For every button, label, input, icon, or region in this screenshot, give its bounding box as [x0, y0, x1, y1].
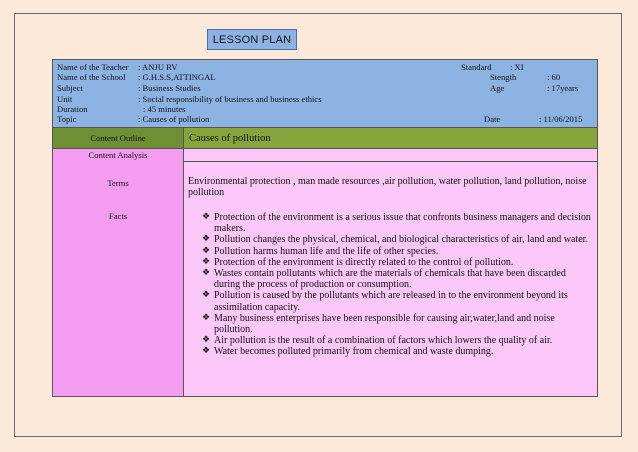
strength-label: Stength — [490, 72, 517, 82]
fact-text: Air pollution is the result of a combination of factors which lowers the quality of air. — [214, 335, 553, 347]
subject-value: : Business Studies — [138, 83, 201, 93]
facts-label: Facts — [108, 211, 128, 221]
unit-label: Unit — [57, 94, 73, 104]
date-value: : 11/06/2015 — [539, 114, 583, 124]
diamond-bullet-icon: ❖ — [202, 312, 211, 323]
fact-text: Pollution harms human life and the life of other species. — [214, 245, 439, 257]
age-label: Age — [490, 83, 505, 93]
topic-value: : Causes of pollution — [138, 114, 210, 124]
diamond-bullet-icon: ❖ — [202, 234, 211, 245]
content-body-column — [184, 149, 597, 396]
facts-list — [202, 212, 594, 358]
diamond-bullet-icon: ❖ — [202, 290, 211, 301]
content-outline-row — [52, 128, 598, 149]
standard-label: Standard — [461, 62, 492, 72]
diamond-bullet-icon: ❖ — [202, 346, 211, 357]
strength-value: : 60 — [547, 72, 561, 82]
date-label: Date — [484, 114, 501, 124]
duration-value: : 45 minutes — [143, 104, 186, 114]
fact-item — [202, 268, 594, 290]
analysis-divider — [184, 149, 597, 162]
content-outline-label: Content Outline — [53, 128, 184, 148]
fact-item — [202, 346, 594, 357]
content-labels-column — [53, 149, 184, 396]
fact-text: Water becomes polluted primarily from chemical and waste dumping. — [214, 346, 494, 358]
teacher-value: : ANJU RV — [138, 62, 178, 72]
terms-text: Environmental protection , man made resources ,air pollution, water pollution, land pollution, noise pollution — [188, 176, 587, 199]
duration-label: Duration — [57, 104, 88, 114]
fact-text: Pollution is caused by the pollutants which are released in to the environment beyond its assimilation capacity. — [214, 290, 568, 313]
fact-item — [202, 313, 594, 335]
diamond-bullet-icon: ❖ — [202, 335, 211, 346]
fact-text: Protection of the environment is directly related to the control of pollution. — [214, 256, 514, 268]
school-value: : G.H.S.S,ATTINGAL — [138, 72, 216, 82]
diamond-bullet-icon: ❖ — [202, 256, 211, 267]
age-value: : 17years — [547, 83, 579, 93]
fact-item — [202, 335, 594, 346]
school-label: Name of the School — [57, 72, 126, 82]
standard-value: : XI — [510, 62, 524, 72]
fact-text: Protection of the environment is a serious issue that confronts business managers and decision makers. — [214, 212, 591, 235]
fact-text: Many business enterprises have been responsible for causing air,water,land and noise pollution. — [214, 312, 555, 336]
topic-label: Topic — [57, 114, 77, 124]
subject-label: Subject — [57, 83, 83, 93]
fact-item — [202, 212, 594, 234]
teacher-label: Name of the Teacher — [57, 62, 129, 72]
fact-text: Wastes contain pollutants which are the materials of chemicals that have been discarded during the process of production or consumption. — [214, 268, 566, 291]
fact-item — [202, 257, 594, 268]
diamond-bullet-icon: ❖ — [202, 268, 211, 279]
lesson-plan-title: LESSON PLAN — [207, 29, 297, 50]
unit-value: : Social responsibility of business and business ethics — [138, 94, 322, 104]
content-analysis-label: Content Analysis — [88, 150, 148, 160]
diamond-bullet-icon: ❖ — [202, 212, 211, 222]
diamond-bullet-icon: ❖ — [202, 245, 211, 256]
fact-item — [202, 290, 594, 312]
content-analysis-section — [52, 149, 598, 397]
fact-item — [202, 246, 594, 257]
lesson-info-panel — [52, 59, 598, 128]
terms-label: Terms — [107, 178, 129, 188]
content-outline-value: Causes of pollution — [184, 128, 597, 148]
fact-text: Pollution changes the physical, chemical, and biological characteristics of air, land and water. — [214, 234, 588, 246]
fact-item — [202, 234, 594, 245]
